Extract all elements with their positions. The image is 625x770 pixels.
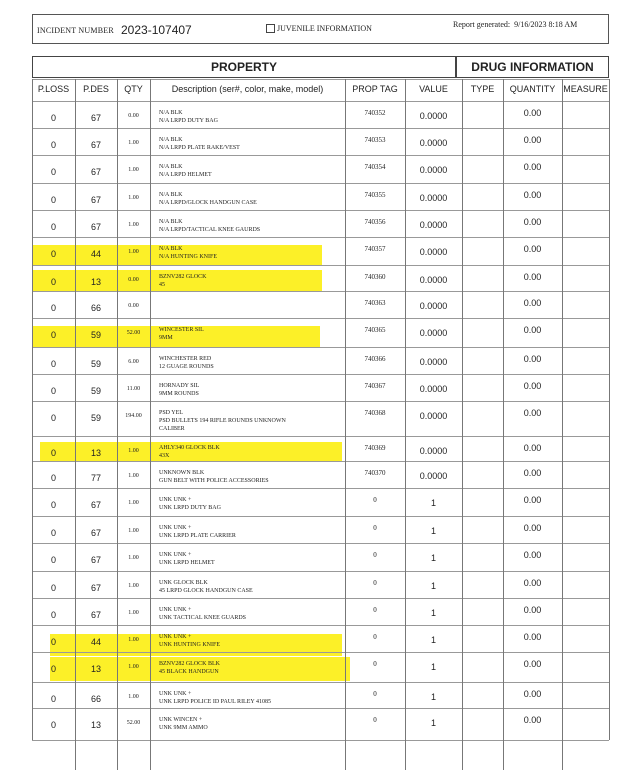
drug-quantity-cell: 0.00 [523,659,542,669]
drug-quantity-cell: 0.00 [523,578,542,588]
description-line-2: 9MM [159,335,173,341]
prop-tag-cell: 740369 [364,444,386,452]
row-divider [32,237,609,238]
ploss-cell: 0 [50,583,56,593]
drug-quantity-cell: 0.00 [523,135,542,145]
value-cell: 0.0000 [419,384,448,394]
description-line-2: UNK 9MM AMMO [159,725,208,731]
drug-information-section-title: DRUG INFORMATION [456,56,609,78]
ploss-cell: 0 [50,167,56,177]
description-line-1: HORNADY SIL [159,383,200,389]
description-line-2: 9MM ROUNDS [159,391,199,397]
value-cell: 0.0000 [419,165,448,175]
juvenile-information-label: JUVENILE INFORMATION [277,24,372,33]
row-divider [32,682,609,683]
row-divider [32,708,609,709]
description-line-3: CALIBER [159,426,185,432]
description-line-2: N/A LRPD DUTY BAG [159,118,218,124]
qty-cell: 1.00 [128,610,139,616]
ploss-cell: 0 [50,222,56,232]
drug-quantity-cell: 0.00 [523,272,542,282]
qty-cell: 0.00 [128,303,139,309]
description-line-1: N/A BLK [159,164,183,170]
pdes-cell: 59 [90,413,101,423]
drug-quantity-cell: 0.00 [523,354,542,364]
drug-quantity-cell: 0.00 [523,190,542,200]
column-header-description-ser-color-make-model: Description (ser#, color, make, model) [171,84,324,94]
ploss-cell: 0 [50,555,56,565]
prop-tag-cell: 0 [373,579,377,587]
value-cell: 1 [430,498,436,508]
value-cell: 0.0000 [419,193,448,203]
pdes-cell: 67 [90,167,101,177]
qty-cell: 1.00 [128,249,139,255]
ploss-cell: 0 [50,249,56,259]
drug-quantity-cell: 0.00 [523,381,542,391]
drug-quantity-cell: 0.00 [523,550,542,560]
prop-tag-cell: 740352 [364,109,386,117]
pdes-cell: 67 [90,555,101,565]
pdes-cell: 59 [90,386,101,396]
column-header-type: TYPE [470,84,495,94]
column-header-p-loss: P.LOSS [37,84,70,94]
pdes-cell: 59 [90,330,101,340]
value-cell: 1 [430,662,436,672]
pdes-cell: 67 [90,140,101,150]
description-line-2: UNK HUNTING KNIFE [159,642,220,648]
qty-cell: 1.00 [128,664,139,670]
description-line-2: PSD BULLETS 194 RIFLE ROUNDS UNKNOWN [159,418,286,424]
ploss-cell: 0 [50,303,56,313]
qty-cell: 1.00 [128,140,139,146]
ploss-cell: 0 [50,195,56,205]
description-line-2: 43X [159,453,170,459]
incident-header-box [32,14,609,44]
description-line-2: N/A LRPD HELMET [159,172,212,178]
pdes-cell: 67 [90,528,101,538]
qty-cell: 52.00 [126,330,141,336]
row-divider [32,401,609,402]
qty-cell: 11.00 [126,386,141,392]
description-line-2: 45 BLACK HANDGUN [159,669,219,675]
row-divider [32,79,609,80]
pdes-cell: 44 [90,249,101,259]
description-line-1: BZNV282 GLOCK [159,274,207,280]
ploss-cell: 0 [50,386,56,396]
row-divider [32,740,609,741]
pdes-cell: 67 [90,113,101,123]
description-line-1: UNK UNK + [159,552,192,558]
value-cell: 0.0000 [419,446,448,456]
description-line-2: UNK LRPD PLATE CARRIER [159,533,236,539]
prop-tag-cell: 740367 [364,382,386,390]
ploss-cell: 0 [50,413,56,423]
pdes-cell: 67 [90,610,101,620]
row-divider [32,318,609,319]
row-divider [32,543,609,544]
row-divider [32,488,609,489]
qty-cell: 1.00 [128,222,139,228]
column-header-quantity: QUANTITY [509,84,556,94]
description-line-2: N/A LRPD/GLOCK HANDGUN CASE [159,200,257,206]
value-cell: 0.0000 [419,328,448,338]
drug-quantity-cell: 0.00 [523,244,542,254]
ploss-cell: 0 [50,694,56,704]
report-generated [453,20,577,29]
pdes-cell: 66 [90,694,101,704]
drug-quantity-cell: 0.00 [523,162,542,172]
qty-cell: 52.00 [126,720,141,726]
drug-quantity-cell: 0.00 [523,605,542,615]
row-divider [32,101,609,102]
row-divider [32,598,609,599]
description-line-2: 45 [159,282,165,288]
qty-cell: 1.00 [128,195,139,201]
ploss-cell: 0 [50,637,56,647]
value-cell: 1 [430,718,436,728]
description-line-1: N/A BLK [159,192,183,198]
value-cell: 0.0000 [419,247,448,257]
pdes-cell: 13 [90,720,101,730]
value-cell: 0.0000 [419,220,448,230]
qty-cell: 0.00 [128,113,139,119]
ploss-cell: 0 [50,330,56,340]
value-cell: 0.0000 [419,138,448,148]
ploss-cell: 0 [50,500,56,510]
drug-quantity-cell: 0.00 [523,108,542,118]
qty-cell: 1.00 [128,637,139,643]
value-cell: 0.0000 [419,471,448,481]
pdes-cell: 59 [90,359,101,369]
row-divider [32,155,609,156]
value-cell: 0.0000 [419,111,448,121]
prop-tag-cell: 740356 [364,218,386,226]
row-divider [32,516,609,517]
drug-quantity-cell: 0.00 [523,468,542,478]
ploss-cell: 0 [50,277,56,287]
description-line-1: WINCHESTER RED [159,356,212,362]
juvenile-checkbox[interactable] [266,24,275,33]
description-line-1: AHLY340 GLOCK BLK [159,445,220,451]
prop-tag-cell: 740355 [364,191,386,199]
property-section-title: PROPERTY [32,56,456,78]
drug-quantity-cell: 0.00 [523,689,542,699]
pdes-cell: 67 [90,222,101,232]
description-line-1: UNK WINCEN + [159,717,203,723]
row-divider [32,265,609,266]
value-cell: 1 [430,526,436,536]
drug-quantity-cell: 0.00 [523,715,542,725]
pdes-cell: 67 [90,500,101,510]
value-cell: 1 [430,635,436,645]
qty-cell: 0.00 [128,277,139,283]
incident-number-value: 2023-107407 [121,23,192,37]
ploss-cell: 0 [50,610,56,620]
description-line-1: BZNV282 GLOCK BLK [159,661,220,667]
description-line-2: N/A LRPD/TACTICAL KNEE GAURDS [159,227,261,233]
description-line-2: UNK LRPD HELMET [159,560,215,566]
prop-tag-cell: 0 [373,524,377,532]
description-line-1: PSD YEL [159,410,183,416]
row-divider [32,571,609,572]
ploss-cell: 0 [50,113,56,123]
column-divider [609,79,610,740]
drug-quantity-cell: 0.00 [523,217,542,227]
column-header-p-des: P.DES [83,84,109,94]
row-divider [32,128,609,129]
prop-tag-cell: 0 [373,496,377,504]
drug-quantity-cell: 0.00 [523,495,542,505]
qty-cell: 1.00 [128,583,139,589]
value-cell: 1 [430,553,436,563]
prop-tag-cell: 0 [373,690,377,698]
pdes-cell: 66 [90,303,101,313]
description-line-1: UNK UNK + [159,497,192,503]
prop-tag-cell: 740354 [364,163,386,171]
value-cell: 1 [430,692,436,702]
row-divider [32,291,609,292]
report-generated-value: 9/16/2023 8:18 AM [514,20,578,29]
drug-quantity-cell: 0.00 [523,325,542,335]
value-cell: 1 [430,608,436,618]
row-divider [32,183,609,184]
pdes-cell: 13 [90,664,101,674]
value-cell: 0.0000 [419,411,448,421]
row-divider [32,436,609,437]
drug-quantity-cell: 0.00 [523,443,542,453]
incident-number-label: INCIDENT NUMBER [37,26,114,35]
prop-tag-cell: 740365 [364,326,386,334]
column-header-qty: QTY [124,84,143,94]
prop-tag-cell: 740353 [364,136,386,144]
ploss-cell: 0 [50,448,56,458]
description-line-2: UNK LRPD POLICE ID PAUL RILEY 41085 [159,699,272,705]
column-header-value: VALUE [419,84,448,94]
report-generated-label: Report generated: [453,20,511,29]
drug-quantity-cell: 0.00 [523,523,542,533]
row-divider [32,652,609,653]
prop-tag-cell: 0 [373,660,377,668]
description-line-1: WINCESTER SIL [159,327,204,333]
drug-quantity-cell: 0.00 [523,298,542,308]
qty-cell: 1.00 [128,500,139,506]
prop-tag-cell: 0 [373,633,377,641]
column-header-prop-tag: PROP TAG [352,84,398,94]
prop-tag-cell: 740366 [364,355,386,363]
row-divider [32,374,609,375]
description-line-1: UNK UNK + [159,607,192,613]
description-line-2: GUN BELT WITH POLICE ACCESSORIES [159,478,269,484]
column-divider [562,79,563,770]
value-cell: 0.0000 [419,301,448,311]
value-cell: 0.0000 [419,275,448,285]
description-line-1: N/A BLK [159,219,183,225]
drug-quantity-cell: 0.00 [523,632,542,642]
prop-tag-cell: 740363 [364,299,386,307]
ploss-cell: 0 [50,528,56,538]
value-cell: 0.0000 [419,357,448,367]
description-line-1: N/A BLK [159,137,183,143]
prop-tag-cell: 0 [373,716,377,724]
prop-tag-cell: 740360 [364,273,386,281]
column-divider [462,79,463,770]
pdes-cell: 44 [90,637,101,647]
description-line-1: N/A BLK [159,246,183,252]
row-divider [32,625,609,626]
prop-tag-cell: 740368 [364,409,386,417]
pdes-cell: 13 [90,277,101,287]
ploss-cell: 0 [50,359,56,369]
pdes-cell: 13 [90,448,101,458]
row-divider [32,461,609,462]
description-line-1: UNK UNK + [159,634,192,640]
description-line-1: N/A BLK [159,110,183,116]
ploss-cell: 0 [50,720,56,730]
description-line-2: 12 GUAGE ROUNDS [159,364,214,370]
value-cell: 1 [430,581,436,591]
qty-cell: 1.00 [128,528,139,534]
pdes-cell: 67 [90,195,101,205]
qty-cell: 1.00 [128,448,139,454]
qty-cell: 1.00 [128,555,139,561]
description-line-1: UNK GLOCK BLK [159,580,208,586]
description-line-1: UNK UNK + [159,691,192,697]
description-line-2: 45 LRPD GLOCK HANDGUN CASE [159,588,253,594]
drug-quantity-cell: 0.00 [523,408,542,418]
description-line-1: UNKNOWN BLK [159,470,205,476]
prop-tag-cell: 740370 [364,469,386,477]
ploss-cell: 0 [50,140,56,150]
qty-cell: 6.00 [128,359,139,365]
description-line-2: N/A LRPD PLATE RAKE/VEST [159,145,240,151]
description-line-2: UNK LRPD DUTY BAG [159,505,221,511]
pdes-cell: 67 [90,583,101,593]
description-line-1: UNK UNK + [159,525,192,531]
column-divider [150,79,151,770]
qty-cell: 1.00 [128,167,139,173]
prop-tag-cell: 0 [373,606,377,614]
pdes-cell: 77 [90,473,101,483]
row-divider [32,347,609,348]
qty-cell: 1.00 [128,694,139,700]
description-line-2: UNK TACTICAL KNEE GUARDS [159,615,247,621]
qty-cell: 194.00 [125,413,142,419]
description-line-2: N/A HUNTING KNIFE [159,254,217,260]
row-divider [32,210,609,211]
qty-cell: 1.00 [128,473,139,479]
prop-tag-cell: 740357 [364,245,386,253]
ploss-cell: 0 [50,664,56,674]
prop-tag-cell: 0 [373,551,377,559]
column-header-measure: MEASURE [563,84,608,94]
ploss-cell: 0 [50,473,56,483]
